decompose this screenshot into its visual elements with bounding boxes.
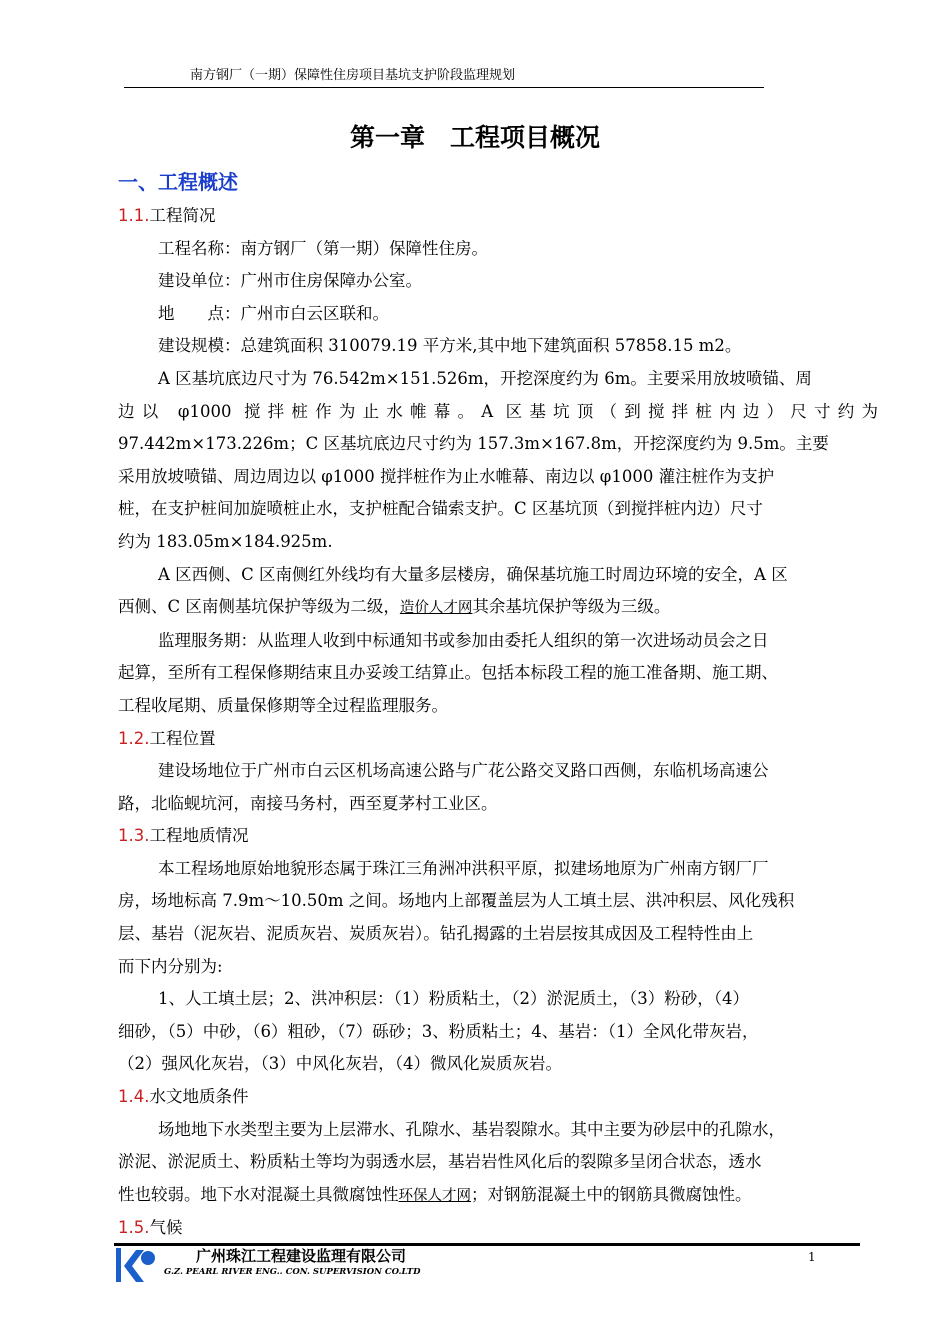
paragraph-line: 房，场地标高 7.9m～10.50m 之间。场地内上部覆盖层为人工填土层、洪冲积层、风化残积: [118, 891, 795, 911]
paragraph-line: 层、基岩（泥灰岩、泥质灰岩、炭质灰岩）。钻孔揭露的土岩层按其成因及工程特性由上: [118, 924, 754, 944]
chapter-title: 第一章 工程项目概况: [349, 123, 600, 152]
heading-1-4: 1.4.水文地质条件: [118, 1087, 249, 1107]
list-line: （2）强风化灰岩，（3）中风化灰岩，（4）微风化炭质灰岩。: [118, 1054, 562, 1074]
project-name: 工程名称：南方钢厂（第一期）保障性住房。: [158, 238, 488, 258]
inline-link[interactable]: 造价人才网: [399, 600, 473, 617]
paragraph-line: 本工程场地原始地貌形态属于珠江三角洲冲洪积平原，拟建场地原为广州南方钢厂厂: [158, 858, 769, 878]
running-header: [124, 64, 764, 88]
paragraph-line: 工程收尾期、质量保修期等全过程监理服务。: [118, 695, 448, 715]
project-scale: 建设规模：总建筑面积 310079.19 平方米,其中地下建筑面积 57858.15 m2。: [158, 336, 742, 356]
paragraph-line: 淤泥、淤泥质土、粉质粘土等均为弱透水层，基岩岩性风化后的裂隙多呈闭合状态，透水: [118, 1152, 762, 1172]
header-title: 南方钢厂（一期）保障性住房项目基坑支护阶段监理规划: [190, 68, 516, 83]
paragraph-line: 场地地下水类型主要为上层滞水、孔隙水、基岩裂隙水。其中主要为砂层中的孔隙水，: [158, 1119, 785, 1139]
paragraph-line: A 区基坑底边尺寸为 76.542m×151.526m，开挖深度约为 6m。主要采用放坡喷锚、周: [158, 368, 812, 388]
list-line: 细砂，（5）中砂，（6）粗砂，（7）砾砂；3、粉质粘土；4、基岩：（1）全风化带灰岩，: [118, 1021, 759, 1041]
paragraph-line: A 区西侧、C 区南侧红外线均有大量多层楼房，确保基坑施工时周边环境的安全，A 区: [158, 564, 788, 584]
paragraph-line: 建设场地位于广州市白云区机场高速公路与广花公路交叉路口西侧，东临机场高速公: [158, 761, 769, 781]
document-body: [118, 200, 878, 1245]
company-logo-icon: [114, 1246, 156, 1284]
paragraph-line: 边以 φ1000 搅拌桩作为止水帷幕。A 区基坑顶（到搅拌桩内边）尺寸约为: [118, 401, 878, 421]
paragraph-line: 起算，至所有工程保修期结束且办妥竣工结算止。包括本标段工程的施工准备期、施工期、: [118, 663, 778, 683]
paragraph-line: 97.442m×173.226m；C 区基坑底边尺寸约为 157.3m×167.8m，开挖深度约为 9.5m。主要: [118, 434, 829, 454]
paragraph-line: 西侧、C 区南侧基坑保护等级为二级，造价人才网其余基坑保护等级为三级。: [118, 597, 671, 617]
footer-company-name-en: G.Z. PEARL RIVER ENG.. CON. SUPERVISION CO.LTD: [164, 1267, 421, 1277]
page-number: 1: [808, 1250, 816, 1264]
heading-1-2: 1.2.工程位置: [118, 728, 216, 748]
paragraph-line: 性也较弱。地下水对混凝土具微腐蚀性环保人才网；对钢筋混凝土中的钢筋具微腐蚀性。: [118, 1184, 752, 1204]
paragraph-line: 采用放坡喷锚、周边周边以 φ1000 搅拌桩作为止水帷幕、南边以 φ1000 灌注桩作为支护: [118, 466, 775, 486]
heading-1-1: 1.1.工程简况: [118, 206, 216, 225]
footer-company-name: 广州珠江工程建设监理有限公司: [196, 1247, 407, 1265]
inline-link[interactable]: 环保人才网: [398, 1187, 471, 1204]
project-location: 地 点：广州市白云区联和。: [158, 303, 389, 323]
paragraph-line: 而下内分别为:: [118, 956, 223, 976]
section-title: 一、工程概述: [118, 170, 238, 194]
paragraph-line: 监理服务期：从监理人收到中标通知书或参加由委托人组织的第一次进场动员会之日: [158, 630, 769, 650]
paragraph-line: 桩，在支护桩间加旋喷桩止水，支护桩配合锚索支护。C 区基坑顶（到搅拌桩内边）尺寸: [118, 499, 763, 519]
paragraph-line: 约为 183.05m×184.925m.: [118, 531, 333, 551]
paragraph-line: 路，北临蚬坑河，南接马务村，西至夏茅村工业区。: [118, 793, 498, 813]
heading-1-3: 1.3.工程地质情况: [118, 826, 249, 846]
heading-1-5: 1.5.气候: [118, 1218, 183, 1238]
project-owner: 建设单位：广州市住房保障办公室。: [158, 271, 422, 291]
list-line: 1、人工填土层；2、洪冲积层：（1）粉质粘土，（2）淤泥质土，（3）粉砂，（4）: [158, 989, 749, 1009]
